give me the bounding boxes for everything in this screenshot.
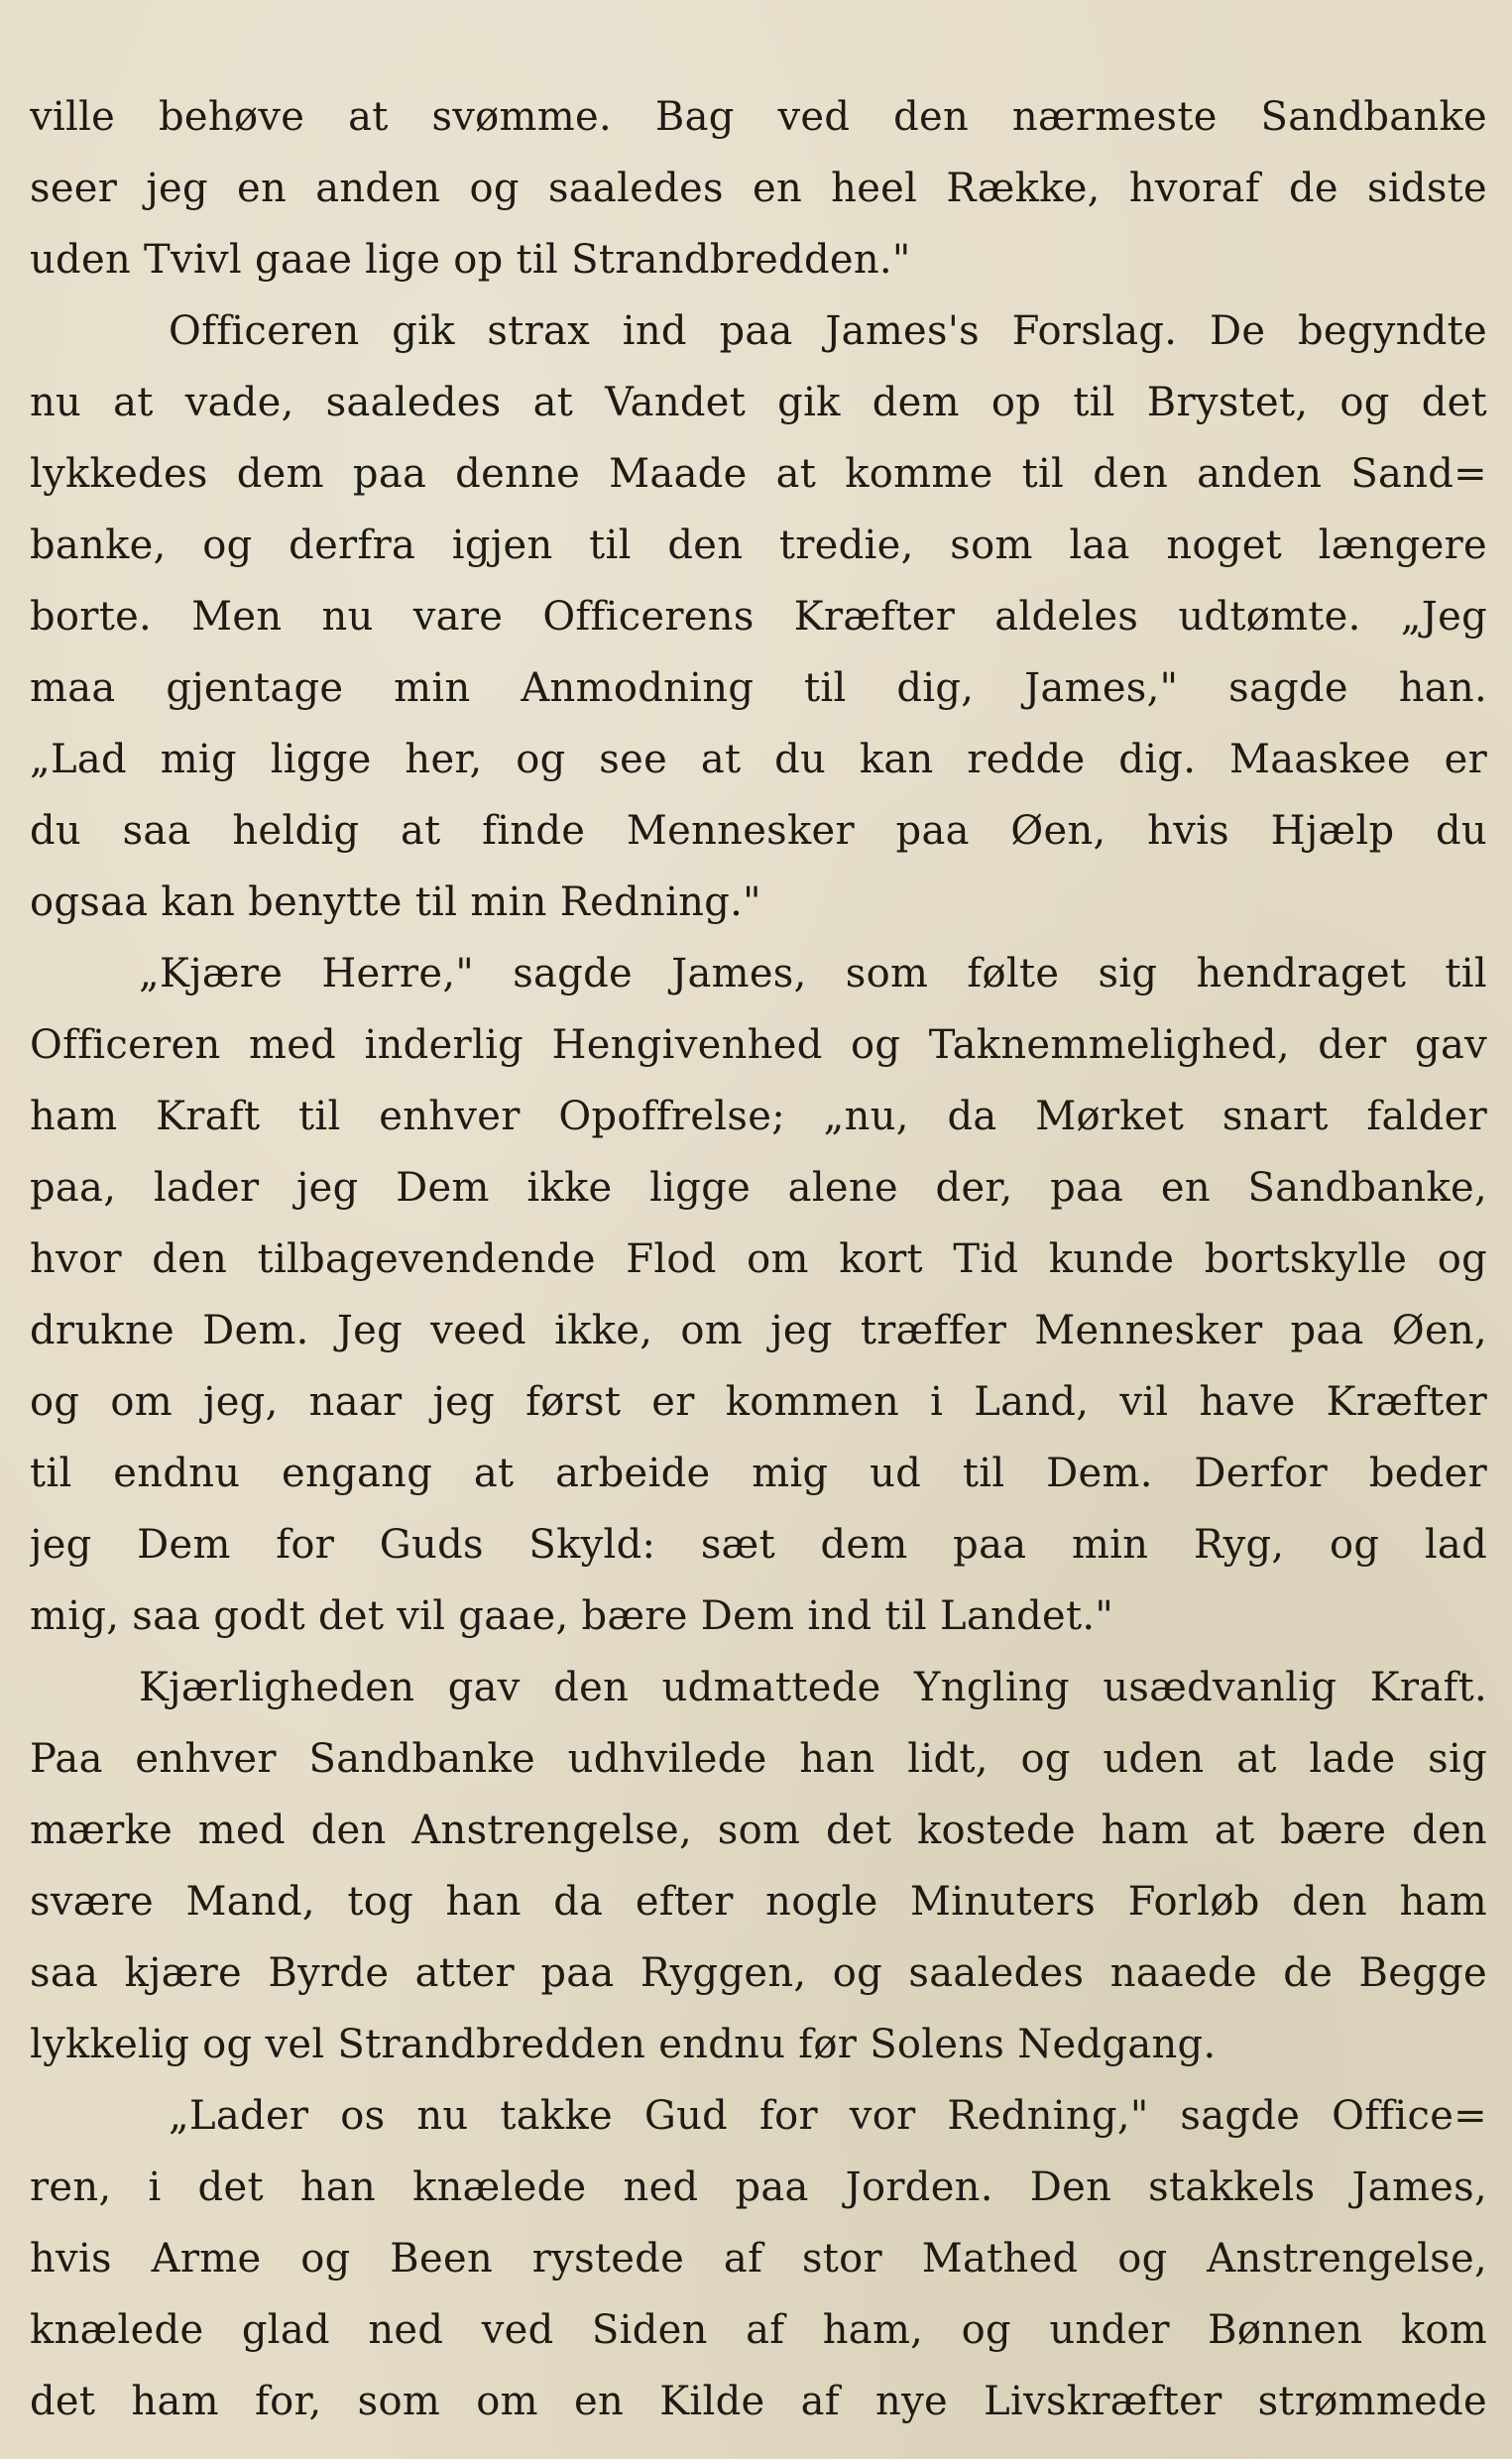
text-line: „Lader os nu takke Gud for vor Redning," sagde Office= xyxy=(169,2093,1487,2139)
text-line: du saa heldig at finde Mennesker paa Øen, hvis Hjælp du xyxy=(30,808,1487,854)
text-line: hvor den tilbagevendende Flod om kort Tid kunde bortskylle og xyxy=(30,1236,1487,1282)
text-line: borte. Men nu vare Officerens Kræfter aldeles udtømte. „Jeg xyxy=(30,594,1487,640)
text-line: Kjærligheden gav den udmattede Yngling usædvanlig Kraft. xyxy=(139,1665,1487,1710)
text-line: Paa enhver Sandbanke udhvilede han lidt, og uden at lade sig xyxy=(30,1736,1487,1782)
text-line: til endnu engang at arbeide mig ud til Dem. Derfor beder xyxy=(30,1451,1487,1496)
text-line: uden Tvivl gaae lige op til Strandbredden." xyxy=(30,237,911,283)
text-line: ville behøve at svømme. Bag ved den nærmeste Sandbanke xyxy=(30,94,1487,140)
text-line: mærke med den Anstrengelse, som det kostede ham at bære den xyxy=(30,1808,1487,1853)
text-line: saa kjære Byrde atter paa Ryggen, og saaledes naaede de Begge xyxy=(30,1950,1487,1996)
text-line: Officeren gik strax ind paa James's Forslag. De begyndte xyxy=(169,308,1487,354)
text-line: Officeren med inderlig Hengivenhed og Taknemmelighed, der gav xyxy=(30,1022,1487,1068)
text-line: ogsaa kan benytte til min Redning." xyxy=(30,879,761,925)
text-line: „Kjære Herre," sagde James, som følte sig hendraget til xyxy=(139,951,1487,996)
body-text xyxy=(30,81,1487,2437)
text-line: paa, lader jeg Dem ikke ligge alene der, paa en Sandbanke, xyxy=(30,1165,1487,1211)
text-line: maa gjentage min Anmodning til dig, James," sagde han. xyxy=(30,665,1487,711)
text-line: „Lad mig ligge her, og see at du kan redde dig. Maaskee er xyxy=(30,737,1487,782)
text-line: svære Mand, tog han da efter nogle Minuters Forløb den ham xyxy=(30,1879,1487,1925)
text-line: seer jeg en anden og saaledes en heel Række, hvoraf de sidste xyxy=(30,166,1487,211)
text-line: det ham for, som om en Kilde af nye Livskræfter strømmede xyxy=(30,2379,1487,2424)
text-line: jeg Dem for Guds Skyld: sæt dem paa min Ryg, og lad xyxy=(30,1522,1487,1568)
text-line: nu at vade, saaledes at Vandet gik dem op til Brystet, og det xyxy=(30,380,1487,425)
text-line: mig, saa godt det vil gaae, bære Dem ind til Landet." xyxy=(30,1593,1114,1639)
text-line: drukne Dem. Jeg veed ikke, om jeg træffer Mennesker paa Øen, xyxy=(30,1308,1487,1353)
text-line: lykkelig og vel Strandbredden endnu før Solens Nedgang. xyxy=(30,2022,1217,2067)
text-line: banke, og derfra igjen til den tredie, som laa noget længere xyxy=(30,523,1487,568)
text-line: og om jeg, naar jeg først er kommen i Land, vil have Kræfter xyxy=(30,1379,1487,1425)
text-line: lykkedes dem paa denne Maade at komme til den anden Sand= xyxy=(30,451,1487,497)
text-line: ham Kraft til enhver Opoffrelse; „nu, da Mørket snart falder xyxy=(30,1094,1487,1139)
text-line: knælede glad ned ved Siden af ham, og under Bønnen kom xyxy=(30,2307,1487,2353)
text-line: hvis Arme og Been rystede af stor Mathed og Anstrengelse, xyxy=(30,2236,1487,2282)
text-line: ren, i det han knælede ned paa Jorden. Den stakkels James, xyxy=(30,2165,1487,2210)
